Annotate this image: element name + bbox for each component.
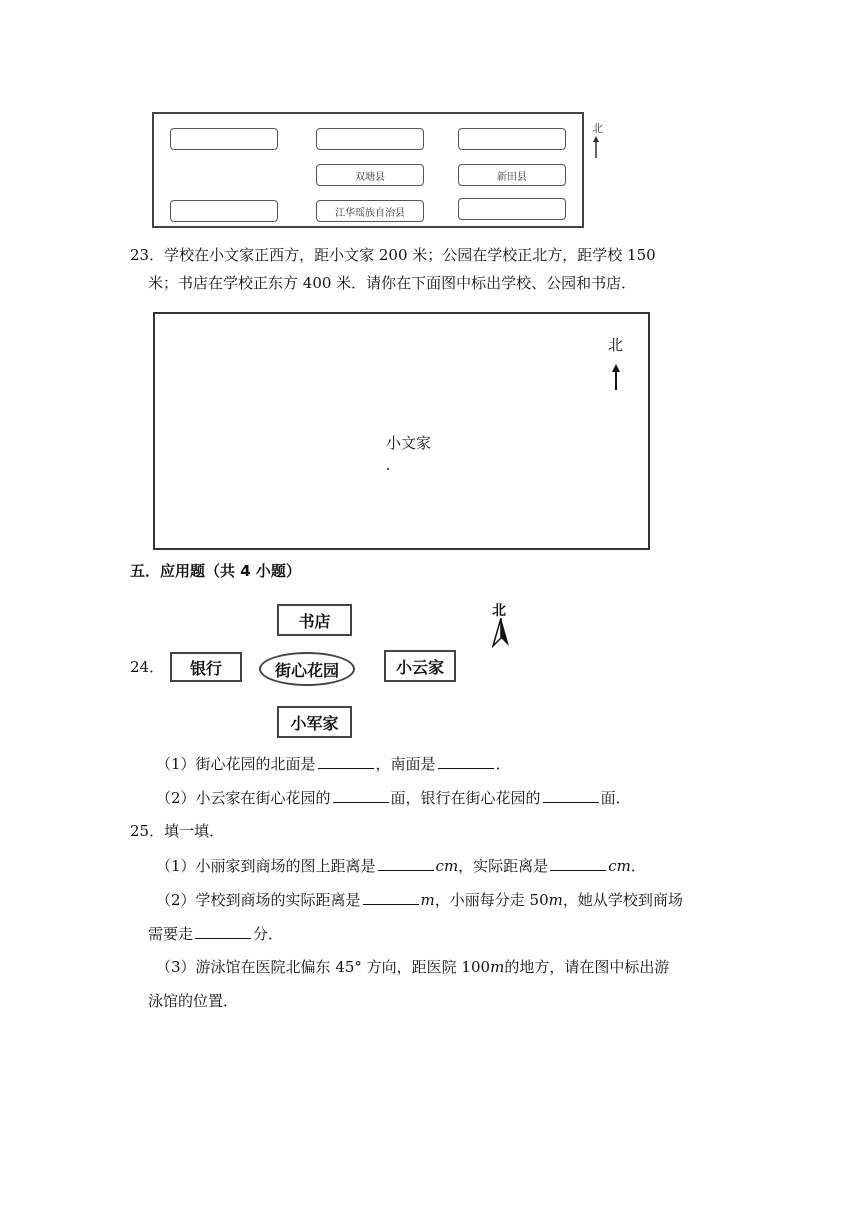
- question-23-line-2: 米；书店在学校正东方 400 米．请你在下面图中标出学校、公园和书店．: [148, 274, 637, 292]
- question-25-sub-1: （1）小丽家到商场的图上距离是 cm，实际距离是 cm．: [156, 854, 646, 877]
- place-bookstore: 书店: [277, 604, 352, 636]
- north-arrow-icon: [592, 136, 602, 158]
- xiaowen-home-point: [387, 468, 389, 470]
- question-23: [130, 244, 850, 294]
- county-box-shuangtang: 双塘县: [316, 164, 424, 186]
- county-box: [316, 128, 424, 150]
- county-box-xintian: 新田县: [458, 164, 566, 186]
- question-25-title: 25．填一填．: [130, 822, 225, 840]
- section-title: 五．应用题（共 4 小题）: [130, 562, 301, 580]
- answer-blank[interactable]: [363, 888, 419, 905]
- xiaowen-home-label: 小文家: [386, 434, 432, 452]
- question-25-sub-2: （2）学校到商场的实际距离是 m，小丽每分走 50m，她从学校到商场: [156, 888, 683, 911]
- question-24-sub-1: （1）街心花园的北面是 ，南面是 ．: [156, 752, 511, 775]
- answer-blank[interactable]: [378, 854, 434, 871]
- answer-blank[interactable]: [318, 752, 374, 769]
- county-box: [170, 200, 278, 222]
- answer-blank[interactable]: [333, 786, 389, 803]
- question-23-line-1: 23．学校在小文家正西方，距小文家 200 米；公园在学校正北方，距学校 150: [130, 246, 656, 264]
- place-xiaojun-home: 小军家: [277, 706, 352, 738]
- question-25-sub-3-cont: 泳馆的位置．: [148, 992, 239, 1010]
- question-24-figure: [130, 596, 530, 746]
- place-xiaoyun-home: 小云家: [384, 650, 456, 682]
- answer-blank[interactable]: [195, 922, 251, 939]
- north-indicator: [592, 120, 603, 161]
- answer-blank[interactable]: [550, 854, 606, 871]
- answer-blank[interactable]: [438, 752, 494, 769]
- north-arrow-icon: [610, 364, 622, 390]
- xiaowen-map-figure: [153, 312, 650, 550]
- county-map-figure: [152, 112, 584, 228]
- question-24-sub-2: （2）小云家在街心花园的 面，银行在街心花园的 面．: [156, 786, 631, 809]
- county-box: [170, 128, 278, 150]
- question-25-sub-3: （3）游泳馆在医院北偏东 45° 方向，距医院 100m的地方，请在图中标出游: [156, 958, 670, 976]
- place-bank: 银行: [170, 652, 242, 682]
- north-label: 北: [608, 336, 624, 354]
- north-label: 北: [592, 122, 603, 135]
- question-25-sub-2-cont: 需要走 分．: [148, 922, 283, 945]
- north-label: 北: [492, 603, 506, 619]
- place-street-park: 街心花园: [259, 652, 355, 686]
- answer-blank[interactable]: [543, 786, 599, 803]
- county-box: [458, 128, 566, 150]
- county-box: [458, 198, 566, 220]
- north-arrow-icon: [492, 618, 510, 648]
- county-box-jianghua: 江华瑶族自治县: [316, 200, 424, 222]
- question-24-number: 24．: [130, 658, 165, 676]
